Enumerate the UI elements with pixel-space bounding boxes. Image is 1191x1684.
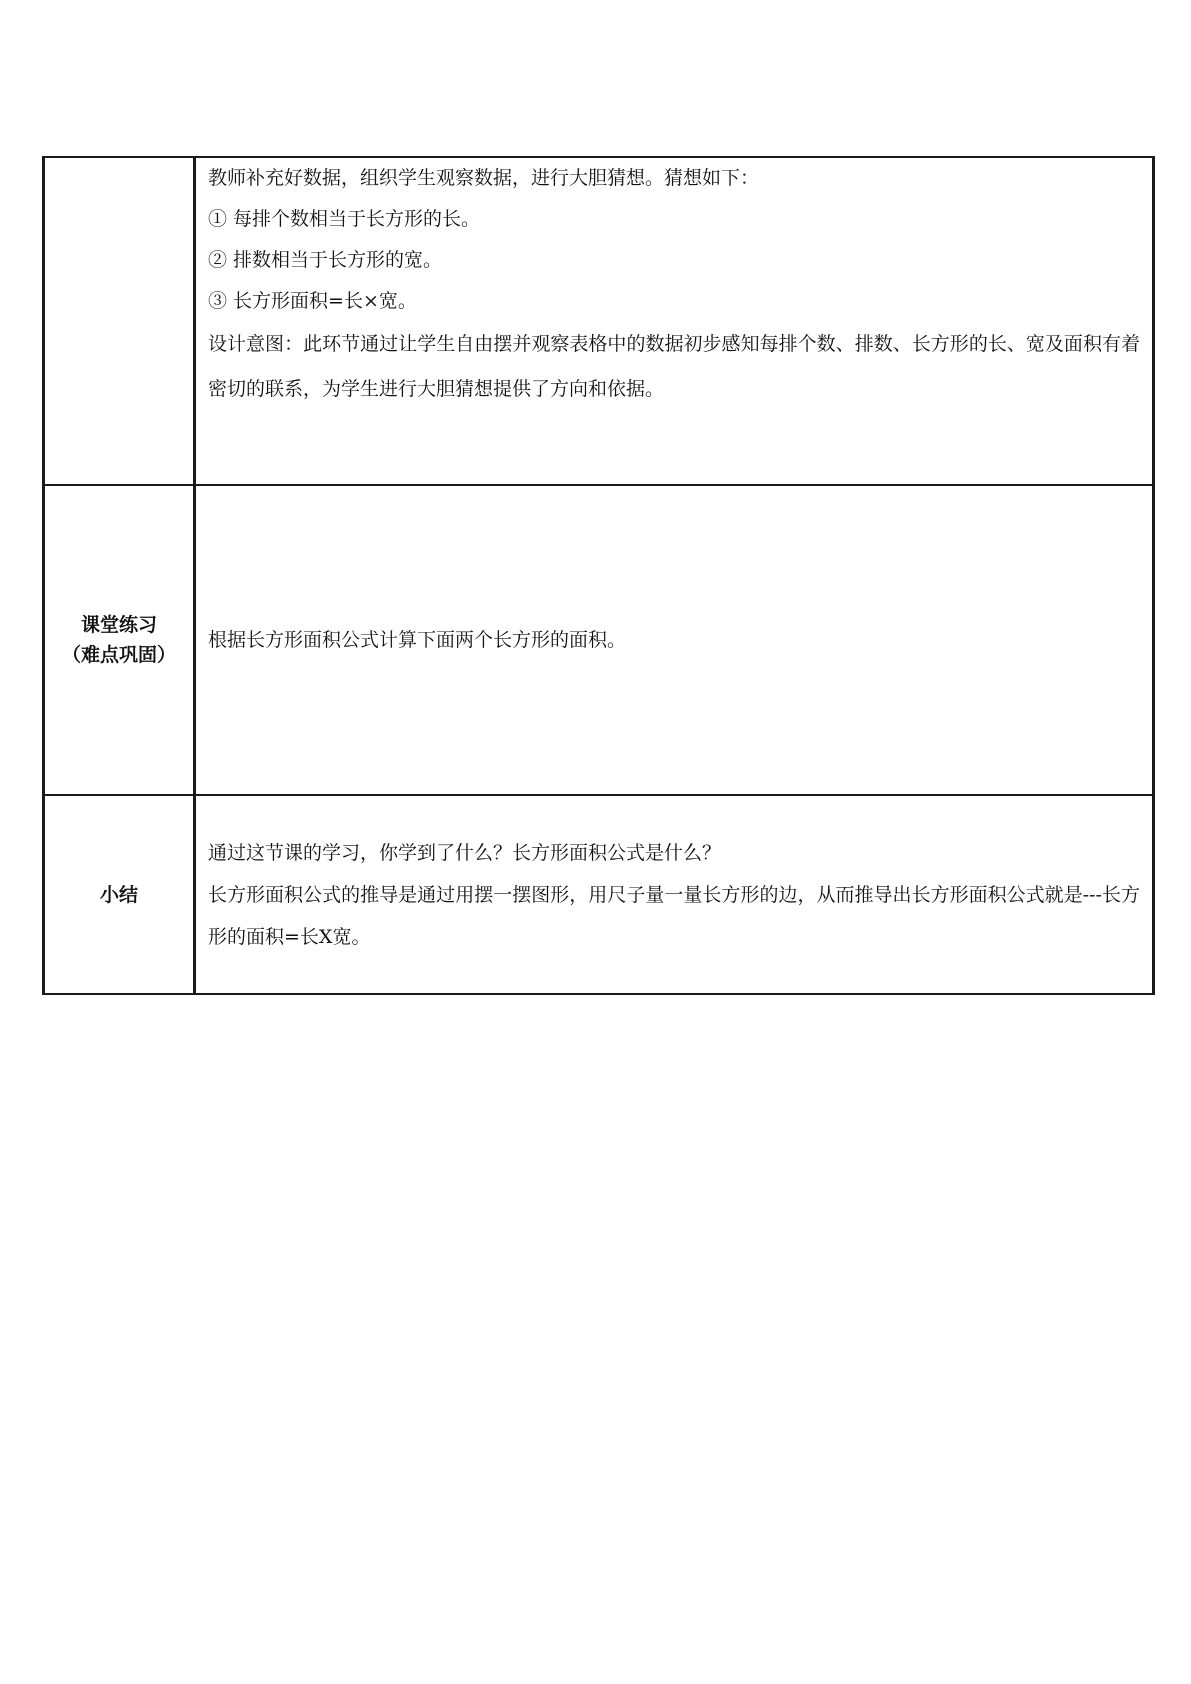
table-row [44, 485, 1154, 795]
paragraph: ③ 长方形面积=长×宽。 [208, 290, 417, 312]
paragraph: 教师补充好数据，组织学生观察数据，进行大胆猜想。猜想如下： [208, 167, 760, 189]
label-line: 小结 [99, 883, 138, 906]
paragraph: 长方形面积公式的推导是通过用摆一摆图形，用尺子量一量长方形的边，从而推导出长方形面积公式就是---长方形的面积=长Χ宽。 [208, 883, 1140, 948]
row-content [195, 795, 1154, 994]
paragraph: ② 排数相当于长方形的宽。 [208, 249, 443, 271]
paragraph: 通过这节课的学习，你学到了什么？长方形面积公式是什么？ [208, 841, 722, 864]
paragraph: ① 每排个数相当于长方形的长。 [208, 208, 481, 230]
lesson-plan-table [42, 156, 1155, 995]
row-content [195, 485, 1154, 795]
row-label [44, 485, 195, 795]
label-line: 课堂练习 [80, 614, 157, 636]
row-label [44, 795, 195, 994]
row-content [195, 157, 1154, 485]
table-row [44, 795, 1154, 994]
paragraph: 设计意图：此环节通过让学生自由摆并观察表格中的数据初步感知每排个数、排数、长方形的长、宽及面积有着密切的联系，为学生进行大胆猜想提供了方向和依据。 [208, 333, 1140, 400]
row-label-empty [44, 157, 195, 485]
label-line: （难点巩固） [61, 644, 176, 666]
paragraph: 根据长方形面积公式计算下面两个长方形的面积。 [208, 629, 627, 651]
table-row [44, 157, 1154, 485]
